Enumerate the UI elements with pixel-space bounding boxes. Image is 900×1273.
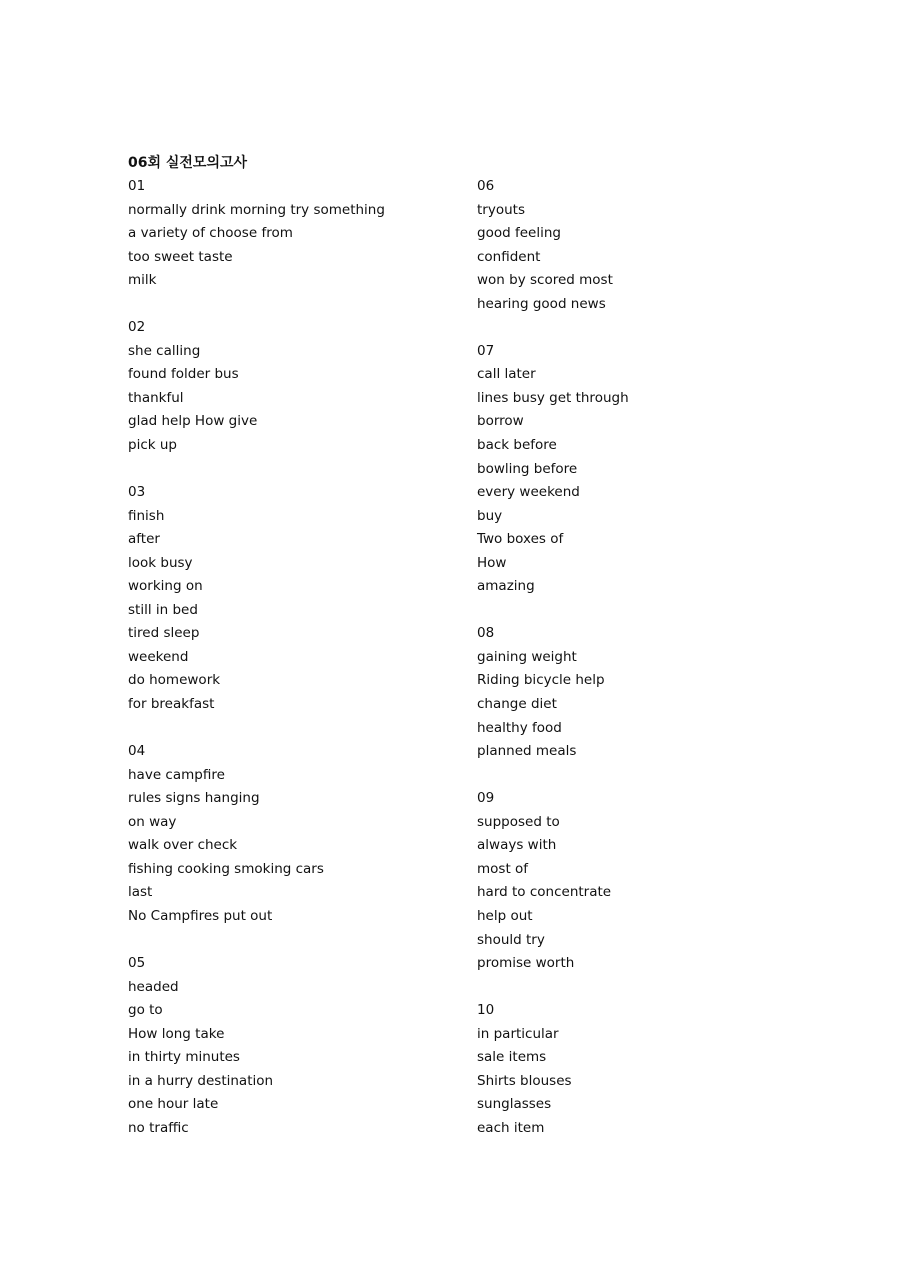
vocab-line: in thirty minutes (128, 1049, 240, 1066)
vocab-line: should try (477, 931, 545, 948)
vocab-line: bowling before (477, 460, 578, 477)
vocab-line: for breakfast (128, 696, 215, 713)
section-spacer (477, 316, 807, 340)
section-spacer (128, 293, 458, 317)
question-section (477, 175, 807, 316)
vocab-line: confident (477, 248, 541, 265)
vocab-line: supposed to (477, 813, 560, 830)
vocab-line: help out (477, 907, 533, 924)
vocab-line: milk (128, 272, 157, 289)
vocab-line: healthy food (477, 719, 562, 736)
vocab-line: go to (128, 1002, 163, 1019)
vocab-line: planned meals (477, 743, 577, 760)
vocab-line: after (128, 531, 160, 548)
vocab-line: on way (128, 813, 177, 830)
vocab-line: found folder bus (128, 366, 239, 383)
vocab-line: lines busy get through (477, 389, 629, 406)
page-title: 06회 실전모의고사 (128, 155, 248, 171)
question-section (128, 316, 458, 457)
vocab-line: headed (128, 978, 179, 995)
vocab-line: tired sleep (128, 625, 200, 642)
vocab-line: every weekend (477, 484, 580, 501)
question-number: 01 (128, 178, 146, 194)
vocab-line: look busy (128, 554, 193, 571)
question-number: 02 (128, 319, 146, 336)
vocab-line: one hour late (128, 1096, 219, 1113)
vocab-line: still in bed (128, 601, 198, 618)
question-section (128, 952, 458, 1140)
vocab-line: promise worth (477, 955, 575, 972)
vocab-line: gaining weight (477, 648, 577, 665)
vocab-line: do homework (128, 672, 221, 689)
question-section (477, 999, 807, 1140)
vocab-line: won by scored most (477, 272, 613, 289)
vocab-line: fishing cooking smoking cars (128, 860, 324, 877)
question-number: 03 (128, 484, 146, 501)
vocab-line: finish (128, 507, 165, 524)
question-section (128, 481, 458, 716)
section-spacer (477, 976, 807, 1000)
vocab-line: How (477, 554, 507, 571)
vocab-line: rules signs hanging (128, 790, 260, 807)
vocab-line: hearing good news (477, 295, 606, 312)
question-number: 04 (128, 743, 146, 760)
right-column (477, 175, 807, 1140)
vocab-line: last (128, 884, 153, 901)
vocab-line: no traffic (128, 1119, 189, 1136)
vocab-line: change diet (477, 696, 557, 713)
question-number: 08 (477, 625, 495, 642)
question-number: 07 (477, 342, 495, 359)
vocab-line: too sweet taste (128, 248, 233, 265)
vocab-line: each item (477, 1119, 545, 1136)
vocab-line: hard to concentrate (477, 884, 612, 901)
vocab-line: walk over check (128, 837, 238, 854)
vocab-line: in particular (477, 1025, 559, 1042)
vocab-line: pick up (128, 437, 177, 454)
vocab-line: most of (477, 860, 529, 877)
question-number: 09 (477, 790, 495, 807)
vocab-line: How long take (128, 1025, 225, 1042)
vocab-line: tryouts (477, 201, 525, 218)
question-number: 06 (477, 178, 495, 194)
question-section (477, 787, 807, 975)
vocab-line: No Campfires put out (128, 907, 273, 924)
vocab-line: she calling (128, 342, 201, 359)
question-number: 05 (128, 955, 146, 972)
vocab-line: sale items (477, 1049, 547, 1066)
left-column (128, 175, 458, 1140)
vocab-line: Two boxes of (477, 531, 564, 548)
vocab-line: have campfire (128, 766, 225, 783)
section-spacer (128, 458, 458, 482)
vocab-line: call later (477, 366, 536, 383)
section-spacer (477, 764, 807, 788)
vocab-line: Shirts blouses (477, 1072, 572, 1089)
section-spacer (128, 717, 458, 741)
question-section (477, 622, 807, 763)
vocab-line: in a hurry destination (128, 1072, 274, 1089)
vocab-line: a variety of choose from (128, 225, 293, 242)
question-section (477, 340, 807, 599)
vocab-line: glad help How give (128, 413, 258, 430)
vocab-line: Riding bicycle help (477, 672, 605, 689)
section-spacer (477, 599, 807, 623)
vocab-line: amazing (477, 578, 535, 595)
section-spacer (128, 929, 458, 953)
question-section (128, 740, 458, 928)
vocab-line: buy (477, 507, 503, 524)
vocab-line: back before (477, 437, 557, 454)
vocab-line: thankful (128, 389, 184, 406)
vocab-line: borrow (477, 413, 524, 430)
vocab-line: good feeling (477, 225, 561, 242)
vocab-line: normally drink morning try something (128, 201, 385, 218)
vocab-line: always with (477, 837, 557, 854)
vocab-line: sunglasses (477, 1096, 552, 1113)
question-number: 10 (477, 1002, 495, 1019)
question-section (128, 175, 458, 293)
vocab-line: weekend (128, 648, 189, 665)
vocab-line: working on (128, 578, 203, 595)
